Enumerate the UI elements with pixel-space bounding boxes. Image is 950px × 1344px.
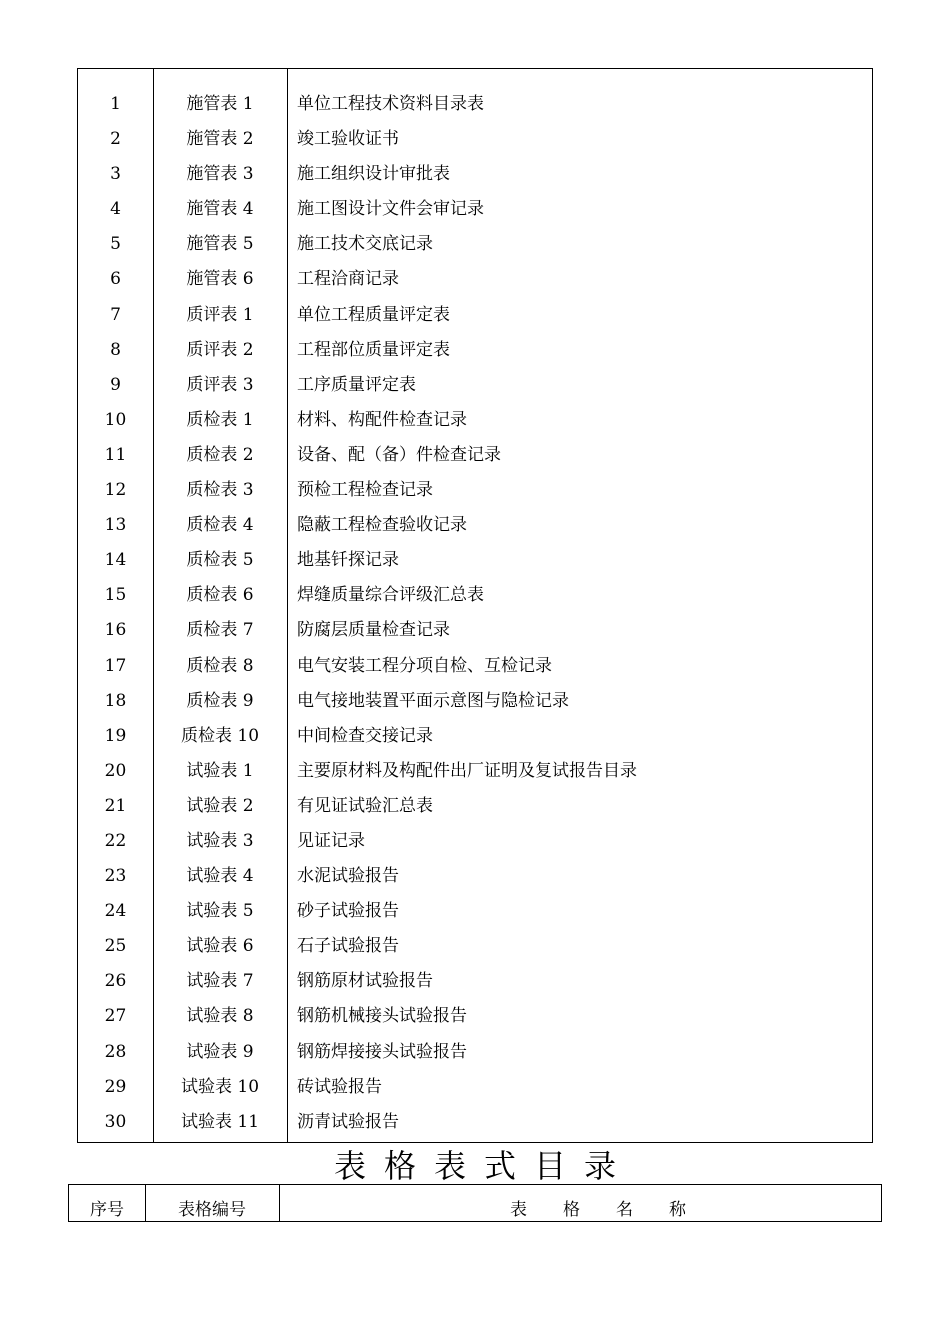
row-form-code: 试验表 8 — [186, 1006, 254, 1027]
row-serial-number: 9 — [110, 374, 121, 395]
row-form-name: 施工图设计文件会审记录 — [297, 199, 484, 220]
row-form-name: 有见证试验汇总表 — [297, 795, 433, 816]
row-serial-number: 30 — [104, 1111, 127, 1132]
forms-table — [77, 68, 873, 1143]
row-form-name: 设备、配（备）件检查记录 — [297, 444, 501, 465]
row-form-name: 材料、构配件检查记录 — [297, 409, 467, 430]
table-row — [78, 719, 872, 754]
row-form-code: 质检表 4 — [186, 515, 254, 536]
row-form-code: 质检表 5 — [186, 550, 254, 571]
row-form-name: 施工技术交底记录 — [297, 234, 433, 255]
row-form-code: 施管表 1 — [186, 94, 254, 114]
table-row — [78, 333, 872, 368]
row-serial-number: 8 — [110, 339, 121, 360]
row-form-name: 水泥试验报告 — [297, 866, 399, 887]
table-header — [68, 1184, 882, 1222]
row-form-name: 地基钎探记录 — [297, 550, 399, 571]
row-form-code: 质检表 1 — [186, 409, 254, 430]
row-form-code: 质检表 8 — [186, 655, 254, 676]
table-row — [78, 754, 872, 789]
row-form-name: 隐蔽工程检查验收记录 — [297, 515, 467, 536]
table-row — [78, 999, 872, 1034]
table-row — [78, 578, 872, 613]
table-row — [78, 227, 872, 262]
table-row — [78, 1105, 872, 1140]
row-serial-number: 21 — [104, 795, 127, 816]
row-form-code: 质检表 3 — [186, 480, 254, 501]
table-row — [78, 122, 872, 157]
row-serial-number: 19 — [104, 725, 127, 746]
row-serial-number: 7 — [110, 304, 121, 325]
row-form-code: 试验表 9 — [186, 1041, 254, 1062]
header-form-name: 表格名称 — [510, 1200, 722, 1220]
row-serial-number: 29 — [104, 1076, 127, 1097]
row-serial-number: 14 — [104, 550, 127, 571]
page-title: 表格表式目录 — [333, 1147, 634, 1185]
row-serial-number: 22 — [104, 830, 127, 851]
table-row — [78, 543, 872, 578]
row-form-name: 砂子试验报告 — [297, 901, 399, 922]
table-row — [78, 298, 872, 333]
table-row — [78, 262, 872, 297]
row-form-code: 试验表 7 — [186, 971, 254, 992]
row-serial-number: 10 — [104, 409, 127, 430]
row-serial-number: 4 — [110, 199, 121, 220]
row-form-name: 钢筋焊接接头试验报告 — [297, 1041, 467, 1062]
row-serial-number: 3 — [110, 164, 121, 185]
table-row — [78, 859, 872, 894]
row-form-code: 施管表 6 — [186, 269, 254, 290]
row-form-name: 砖试验报告 — [297, 1076, 382, 1097]
row-serial-number: 25 — [104, 936, 127, 957]
row-serial-number: 17 — [104, 655, 127, 676]
row-serial-number: 12 — [104, 480, 127, 501]
row-form-code: 试验表 3 — [186, 830, 254, 851]
table-row — [78, 789, 872, 824]
table-row — [78, 964, 872, 999]
row-form-name: 见证记录 — [297, 830, 365, 851]
table-rows — [78, 87, 872, 1140]
row-serial-number: 18 — [104, 690, 127, 711]
row-serial-number: 1 — [110, 94, 121, 114]
table-row — [78, 157, 872, 192]
row-serial-number: 5 — [110, 234, 121, 255]
row-serial-number: 11 — [104, 444, 127, 465]
row-form-code: 试验表 5 — [186, 901, 254, 922]
row-form-name: 预检工程检查记录 — [297, 480, 433, 501]
row-form-name: 主要原材料及构配件出厂证明及复试报告目录 — [297, 760, 637, 781]
row-form-name: 焊缝质量综合评级汇总表 — [297, 585, 484, 606]
row-serial-number: 16 — [104, 620, 127, 641]
row-form-name: 工程洽商记录 — [297, 269, 399, 290]
row-serial-number: 6 — [110, 269, 121, 290]
row-form-name: 工程部位质量评定表 — [297, 339, 450, 360]
table-row — [78, 1070, 872, 1105]
row-form-name: 钢筋原材试验报告 — [297, 971, 433, 992]
header-form-code: 表格编号 — [178, 1200, 246, 1220]
row-form-name: 电气接地装置平面示意图与隐检记录 — [297, 690, 569, 711]
table-row — [78, 438, 872, 473]
row-form-code: 试验表 2 — [186, 795, 254, 816]
row-form-code: 施管表 3 — [186, 164, 254, 185]
table-row — [78, 684, 872, 719]
row-form-code: 试验表 1 — [186, 760, 254, 781]
row-form-name: 工序质量评定表 — [297, 374, 416, 395]
row-form-code: 质检表 9 — [186, 690, 254, 711]
row-serial-number: 26 — [104, 971, 127, 992]
row-form-code: 试验表 10 — [180, 1076, 260, 1097]
row-serial-number: 13 — [104, 515, 127, 536]
row-form-name: 防腐层质量检查记录 — [297, 620, 450, 641]
row-form-code: 质检表 6 — [186, 585, 254, 606]
row-form-name: 石子试验报告 — [297, 936, 399, 957]
table-row — [78, 929, 872, 964]
row-form-code: 施管表 5 — [186, 234, 254, 255]
row-form-code: 试验表 6 — [186, 936, 254, 957]
row-form-code: 施管表 4 — [186, 199, 254, 220]
table-row — [78, 403, 872, 438]
row-form-code: 试验表 11 — [180, 1111, 260, 1132]
table-row — [78, 368, 872, 403]
table-row — [78, 1035, 872, 1070]
row-form-name: 单位工程质量评定表 — [297, 304, 450, 325]
row-serial-number: 15 — [104, 585, 127, 606]
row-serial-number: 2 — [110, 129, 121, 150]
header-serial-number: 序号 — [90, 1200, 124, 1220]
row-serial-number: 24 — [104, 901, 127, 922]
row-form-name: 沥青试验报告 — [297, 1111, 399, 1132]
row-form-code: 试验表 4 — [186, 866, 254, 887]
row-form-code: 施管表 2 — [186, 129, 254, 150]
row-form-name: 单位工程技术资料目录表 — [297, 94, 484, 114]
row-form-name: 施工组织设计审批表 — [297, 164, 450, 185]
table-row — [78, 613, 872, 648]
row-form-name: 竣工验收证书 — [297, 129, 399, 150]
row-form-code: 质检表 7 — [186, 620, 254, 641]
row-serial-number: 23 — [104, 866, 127, 887]
row-form-code: 质评表 3 — [186, 374, 254, 395]
row-serial-number: 28 — [104, 1041, 127, 1062]
table-row — [78, 508, 872, 543]
row-serial-number: 27 — [104, 1006, 127, 1027]
row-form-code: 质检表 10 — [180, 725, 260, 746]
table-row — [78, 192, 872, 227]
row-form-name: 中间检查交接记录 — [297, 725, 433, 746]
table-row — [78, 473, 872, 508]
table-row — [78, 87, 872, 122]
table-row — [78, 824, 872, 859]
row-form-code: 质检表 2 — [186, 444, 254, 465]
row-form-code: 质评表 2 — [186, 339, 254, 360]
row-form-name: 钢筋机械接头试验报告 — [297, 1006, 467, 1027]
table-row — [78, 894, 872, 929]
row-form-name: 电气安装工程分项自检、互检记录 — [297, 655, 552, 676]
table-row — [78, 649, 872, 684]
row-serial-number: 20 — [104, 760, 127, 781]
row-form-code: 质评表 1 — [186, 304, 254, 325]
